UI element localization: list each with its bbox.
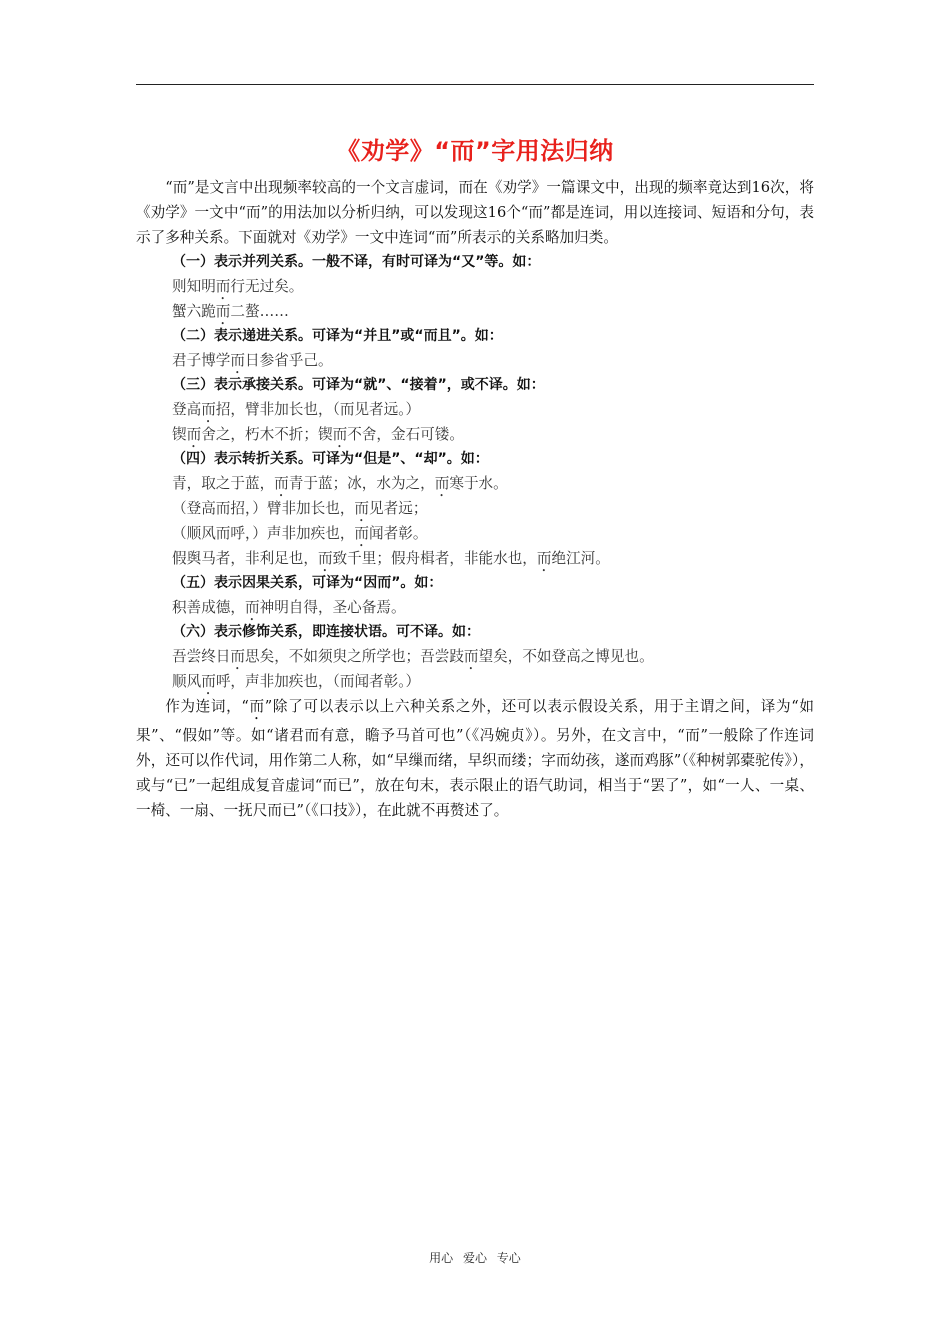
emphasized-er: 而: [332, 426, 348, 443]
example-sentence: [136, 397, 814, 422]
example-text: 招，臂非加长也，（而见者远。）: [215, 401, 421, 418]
emphasized-er: 而: [230, 352, 245, 369]
example-text: 行无过矣。: [230, 278, 304, 295]
section-heading: （五）表示因果关系，可译为“因而”。如：: [172, 575, 443, 591]
emphasized-er: 而: [201, 401, 216, 418]
example-text: 积善成德，: [172, 599, 245, 616]
example-sentence: [136, 471, 814, 496]
example-sentence: [136, 299, 814, 324]
example-sentence: [136, 274, 814, 299]
example-sentence: [136, 595, 814, 620]
example-text: 致千里；假舟楫者，非能水也，: [332, 550, 537, 567]
example-text: 思矣，不如须臾之所学也；吾尝跂: [245, 648, 464, 665]
section-heading: （二）表示递进关系。可译为“并且”或“而且”。如：: [172, 328, 503, 344]
example-text: （顺风而呼，）声非加疾也，: [172, 525, 355, 542]
example-text: 君子博学: [172, 352, 231, 369]
section-heading: （一）表示并列关系。一般不译，有时可译为“又”等。如：: [172, 254, 541, 270]
section-heading: （六）表示修饰关系，即连接状语。可不译。如：: [172, 624, 480, 640]
emphasized-er: 而: [186, 426, 202, 443]
example-text: 吾尝终日: [172, 648, 231, 665]
example-text: 日参省乎己。: [245, 352, 333, 369]
closing-paragraph: 作为连词，“而”除了可以表示以上六种关系之外，还可以表示假设关系，用于主谓之间，译为“如果”、“假如”等。如“诸君而有意，瞻予马首可也”（《冯婉贞》）。另外，在文言中，“而”一般除了作连词外，还可以作代词，用作第二人称，如“早缫而绪，早织而缕；字而幼孩，遂而鸡豚”（《种树郭橐驼传》），或与“已”一起组成复音虚词“而已”，放在句末，表示限止的语气助词，相当于“罢了”，如“一人、一桌、一椅、一扇、一抚尺而已”（《口技》），在此就不再赘述了。: [136, 698, 814, 819]
emphasized-er: 而: [215, 303, 231, 320]
example-text: 青，取之于蓝，: [172, 475, 275, 492]
example-sentence: [136, 546, 814, 571]
section-heading: （三）表示承接关系。可译为“就”、“接着”，或不译。如：: [172, 377, 545, 393]
example-text: 假舆马者，非利足也，: [172, 550, 318, 567]
intro-paragraph: “而”是文言中出现频率较高的一个文言虚词，而在《劝学》一篇课文中，出现的频率竟达到16次，将《劝学》一文中“而”的用法加以分析归纳，可以发现这16个“而”都是连词，用以连接词、短语和分句，表示了多种关系。下面就对《劝学》一文中连词“而”所表示的关系略加归类。: [136, 179, 814, 246]
emphasized-er: 而: [354, 500, 370, 517]
emphasized-er: 而: [248, 698, 265, 715]
document-body: [136, 175, 814, 823]
example-text: 则知明: [172, 278, 216, 295]
emphasized-er: 而: [317, 550, 333, 567]
header-rule: [136, 84, 814, 85]
example-text: （登高而招，）臂非加长也，: [172, 500, 355, 517]
example-text: 望矣，不如登高之博见也。: [478, 648, 654, 665]
example-text: 不舍，金石可镂。: [347, 426, 464, 443]
example-text: 锲: [172, 426, 187, 443]
emphasized-er: 而: [230, 648, 245, 665]
example-text: 见者远；: [369, 500, 428, 517]
example-sentence: [136, 348, 814, 373]
example-text: 闻者彰。: [369, 525, 428, 542]
emphasized-er: 而: [434, 475, 450, 492]
emphasized-er: 而: [463, 648, 479, 665]
example-text: 青于蓝；冰，水为之，: [288, 475, 435, 492]
section-heading: （四）表示转折关系。可译为“但是”、“却”。如：: [172, 451, 489, 467]
example-text: 顺风: [172, 673, 202, 690]
example-text: 蟹六跪: [172, 303, 216, 320]
emphasized-er: 而: [201, 673, 216, 690]
example-sentence: [136, 422, 814, 447]
page-footer: 用心 爱心 专心: [429, 1251, 521, 1265]
example-text: 舍之，朽木不折；锲: [201, 426, 333, 443]
usage-sections: [136, 250, 814, 694]
example-text: 呼，声非加疾也，（而闻者彰。）: [215, 673, 421, 690]
example-sentence: [136, 496, 814, 521]
example-text: 二螯……: [230, 303, 289, 320]
example-text: 寒于水。: [449, 475, 508, 492]
example-sentence: [136, 669, 814, 694]
emphasized-er: 而: [244, 599, 260, 616]
emphasized-er: 而: [274, 475, 289, 492]
document-title: 《劝学》“而”字用法归纳: [336, 137, 614, 165]
example-text: 登高: [172, 401, 202, 418]
emphasized-er: 而: [215, 278, 231, 295]
example-sentence: [136, 521, 814, 546]
emphasized-er: 而: [536, 550, 552, 567]
emphasized-er: 而: [354, 525, 370, 542]
example-text: 绝江河。: [551, 550, 610, 567]
example-sentence: [136, 644, 814, 669]
example-text: 神明自得，圣心备焉。: [259, 599, 406, 616]
